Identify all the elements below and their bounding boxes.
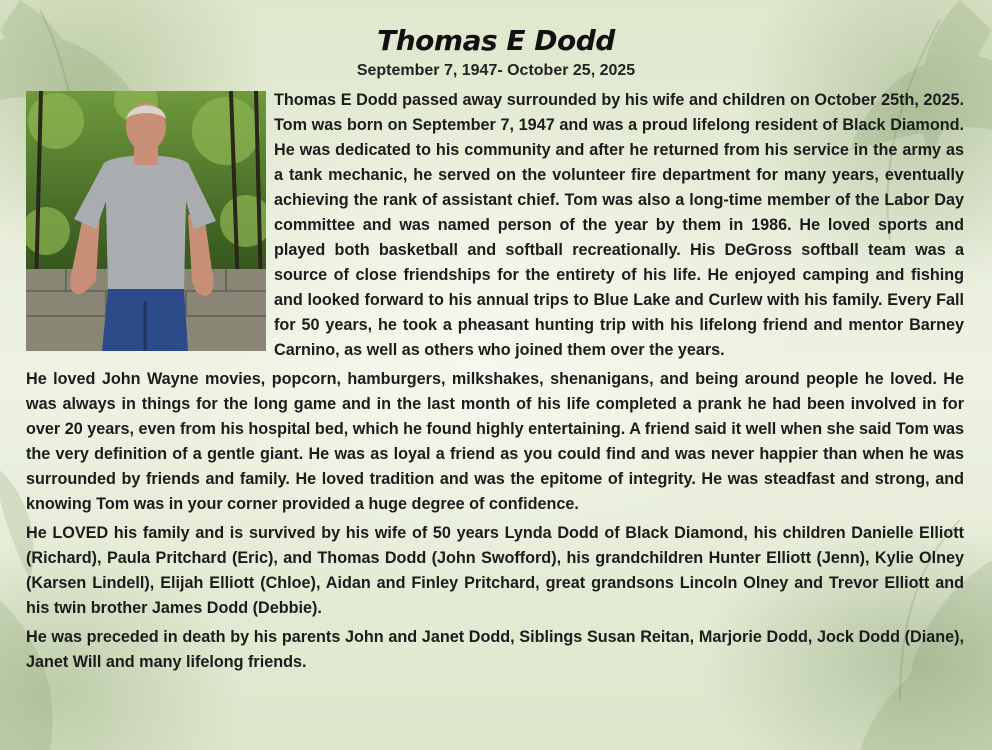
paragraph-personality: He loved John Wayne movies, popcorn, hamburgers, milkshakes, shenanigans, and being around people he loved. He was always in things for the long game and in the last month of his life completed a prank he had been involved in for over 20 years, even from his hospital bed, which he found highly entertaining. A friend said it well when she said Tom was the very definition of a gentle giant. He was as loyal a friend as you could find and was never happier than when he was surrounded by friends and family. He loved tradition and was the epitome of integrity. He was steadfast and strong, and knowing Tom was in your corner provided a huge degree of confidence.: [26, 370, 964, 513]
deceased-name: Thomas E Dodd: [377, 24, 615, 57]
portrait-photo: [26, 91, 266, 351]
paragraph-survivors: He LOVED his family and is survived by his wife of 50 years Lynda Dodd of Black Diamond, his children Danielle Elliott (Richard), Paula Pritchard (Eric), and Thomas Dodd (John Swofford), his grandchildren Hunter Elliott (Jenn), Kylie Olney (Karsen Lindell), Elijah Elliott (Chloe), Aidan and Finley Pritchard, great grandsons Lincoln Olney and Trevor Elliott and his twin brother James Dodd (Debbie).: [26, 524, 964, 617]
life-dates: September 7, 1947- October 25, 2025: [356, 62, 636, 79]
obituary-text: [26, 88, 964, 679]
paragraph-life: Thomas E Dodd passed away surrounded by his wife and children on October 25th, 2025. Tom was born on September 7, 1947 and was a proud lifelong resident of Black Diamond. He was dedicated to his community and after he returned from his service in the army as a tank mechanic, he served on the volunteer fire department for many years, eventually achieving the rank of assistant chief. Tom was also a long-time member of the Labor Day committee and was named person of the year by them in 1986. He loved sports and played both basketball and softball recreationally. His DeGross softball team was a source of close friendships for the entirety of his life. He enjoyed camping and fishing and looked forward to his annual trips to Blue Lake and Curlew with his family. Every Fall for 50 years, he took a pheasant hunting trip with his lifelong friend and mentor Barney Carnino, as well as others who joined them over the years.: [274, 91, 964, 359]
paragraph-preceded: He was preceded in death by his parents John and Janet Dodd, Siblings Susan Reitan, Marjorie Dodd, Jock Dodd (Diane), Janet Will and many lifelong friends.: [26, 628, 964, 671]
